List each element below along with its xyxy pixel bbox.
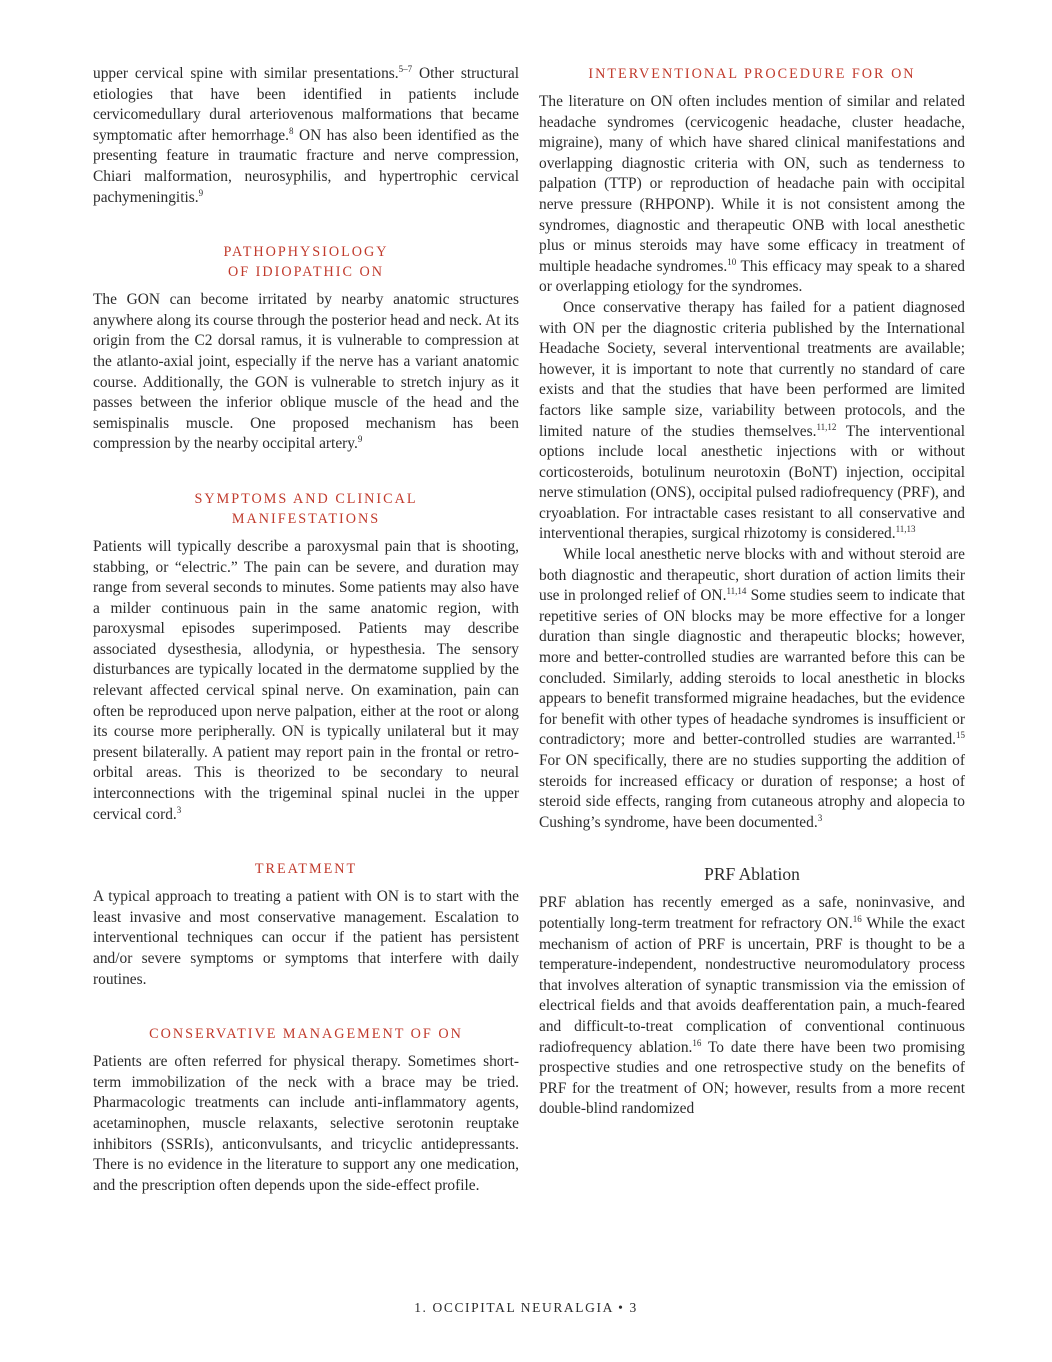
paragraph-related-syndromes: The literature on ON often includes mention of similar and related headache syndromes (cervicogenic headache, cluster headache, migraine), many of which have shared clinical manifestations and overlapping diagnostic criteria with ON, such as tenderness to palpation (TTP) or reproduction of headache pain with occipital nerve pressure (RHPONP). While it is not consistent among the syndromes, diagnostic and therapeutic ONB with local anesthetic plus or minus steroids may have some efficacy in treatment of multiple headache syndromes.$^{10}$ This efficacy may speak to a shared or overlapping etiology for the syndromes. <box>539 93 965 296</box>
citation: 15 <box>956 730 965 741</box>
paragraph-treatment: A typical approach to treating a patient with ON is to start with the least invasive and most conservative management. Escalation to interventional techniques can occur if the patient has persistent and/or severe symptoms or symptoms that interfere with daily routines. <box>93 888 519 988</box>
heading-interventional: INTERVENTIONAL PROCEDURE FOR ON <box>588 66 916 82</box>
paragraph-etiologies: upper cervical spine with similar presentations.$^{5-7}$ Other structural etiologies that have been identified in patients include cervicomedullary dural arteriovenous malformations that became symptomatic after hemorrhage.$^8$ ON has also been identified as the presenting feature in traumatic fracture and nerve compression, Chiari malformation, neurosyphilis, and hypertrophic cervical pachymeningitis.$^9$ <box>93 63 519 206</box>
citation: 16 <box>852 913 862 924</box>
heading-symptoms: SYMPTOMS AND CLINICAL MANIFESTATIONS <box>194 490 418 527</box>
paragraph-conservative-management: Patients are often referred for physical therapy. Sometimes short-term immobilization of the neck with a brace may be tried. Pharmacologic treatments can include anti-inflammatory agents, acetaminophen, muscle relaxants, selective serotonin reuptake inhibitors (SSRIs), anticonvulsants, and tricyclic antidepressants. There is no evidence in the literature to support any one medication, and the prescription often depends upon the side-effect profile. <box>93 1053 519 1194</box>
citation: 16 <box>692 1037 702 1048</box>
heading-prf-ablation: PRF Ablation <box>704 864 800 885</box>
citation: 9 <box>198 187 204 198</box>
citation: 8 <box>289 125 294 136</box>
heading-conservative-management: CONSERVATIVE MANAGEMENT OF ON <box>149 1026 463 1043</box>
citation: 11,13 <box>895 524 916 535</box>
paragraph-nerve-blocks: While local anesthetic nerve blocks with and without steroid are both diagnostic and therapeutic, short duration of action limits their use in prolonged relief of ON.$^{11,14}$ Some studies seem to indicate that repetitive series of ON blocks may be more effective for a longer duration than single diagnostic and therapeutic blocks; however, more and better-controlled studies are warranted before this can be concluded. Similarly, adding steroids to local anesthetic in blocks appears to benefit transformed migraine headaches, but the evidence for benefit with other types of headache syndromes is insufficient or contradictory; more and better-controlled studies are warranted.$^{15}$ For ON specifically, there are no studies supporting the addition of steroids for increased efficacy or duration of response; a host of steroid side effects, ranging from cutaneous atrophy and alopecia to Cushing’s syndrome, have been documented.$^3$ <box>539 546 965 831</box>
left-column <box>93 64 519 1196</box>
citation: 9 <box>357 434 363 445</box>
paragraph-pathophysiology: The GON can become irritated by nearby anatomic structures anywhere along its course through the posterior head and neck. At its origin from the C2 dorsal ramus, it is vulnerable to compression at the atlanto-axial joint, especially if the nerve has a variant anatomic course. Additionally, the GON is vulnerable to stretch injury as it passes between the inferior oblique muscle of the head and the semispinalis muscle. One proposed mechanism has been compression by the nearby occipital artery.$^9$ <box>93 291 519 453</box>
right-column <box>539 64 965 1120</box>
citation: 10 <box>727 256 737 267</box>
heading-pathophysiology: PATHOPHYSIOLOGY OF IDIOPATHIC ON <box>223 244 389 281</box>
paragraph-interventional-options: Once conservative therapy has failed for a patient diagnosed with ON per the diagnostic criteria published by the International Headache Society, several interventional treatments are available; however, it is important to note that currently no standard of care exists and that the studies that have been performed are limited factors like sample size, variability between protocols, and the limited nature of the studies themselves.$^{11,12}$ The interventional options include local anesthetic injections with or without corticosteroids, botulinum neurotoxin (BoNT) injection, occipital nerve stimulation (ONS), occipital pulsed radiofrequency (PRF), and cryoablation. For intractable cases resistant to all conservative and interventional therapies, surgical rhizotomy is considered.$^{11,13}$ <box>539 298 965 543</box>
citation: 3 <box>817 812 823 823</box>
page-footer: 1. OCCIPITAL NEURALGIA • 3 <box>414 1300 638 1315</box>
paragraph-prf-ablation: PRF ablation has recently emerged as a safe, noninvasive, and potentially long-term treatment for refractory ON.$^{16}$ While the exact mechanism of action of PRF is uncertain, PRF is thought to be a temperature-independent, nondestructive neuromodulatory process that involves alteration of synaptic transmission via the emission of electrical fields and that avoids deafferentation pain, a much-feared and difficult-to-treat complication of conventional continuous radiofrequency ablation.$^{16}$ To date there have been two promising prospective studies and one retrospective study on the benefits of PRF for the treatment of ON; however, results from a more recent double-blind randomized <box>539 894 965 1118</box>
citation: 11,12 <box>816 421 837 432</box>
heading-treatment: TREATMENT <box>254 861 358 878</box>
citation: 11,14 <box>726 586 747 597</box>
paragraph-symptoms: Patients will typically describe a paroxysmal pain that is shooting, stabbing, or “electric.” The pain can be severe, and duration may range from several seconds to minutes. Some patients may also have a milder continuous pain in the same anatomic region, with paroxysmal episodes superimposed. Patients may describe associated dysesthesia, allodynia, or hypesthesia. The sensory disturbances are typically located in the dermatome supplied by the relevant affected cervical spinal nerve. On examination, pain can often be reproduced upon nerve palpation, either at the root or along its course more peripherally. ON is typically unilateral but it may present bilaterally. A patient may report pain in the frontal or retro-orbital areas. This is theorized to be secondary to neural interconnections with the trigeminal spinal nuclei in the upper cervical cord.$^3$ <box>93 537 519 823</box>
citation: 5–7 <box>398 63 413 74</box>
citation: 3 <box>176 804 182 815</box>
